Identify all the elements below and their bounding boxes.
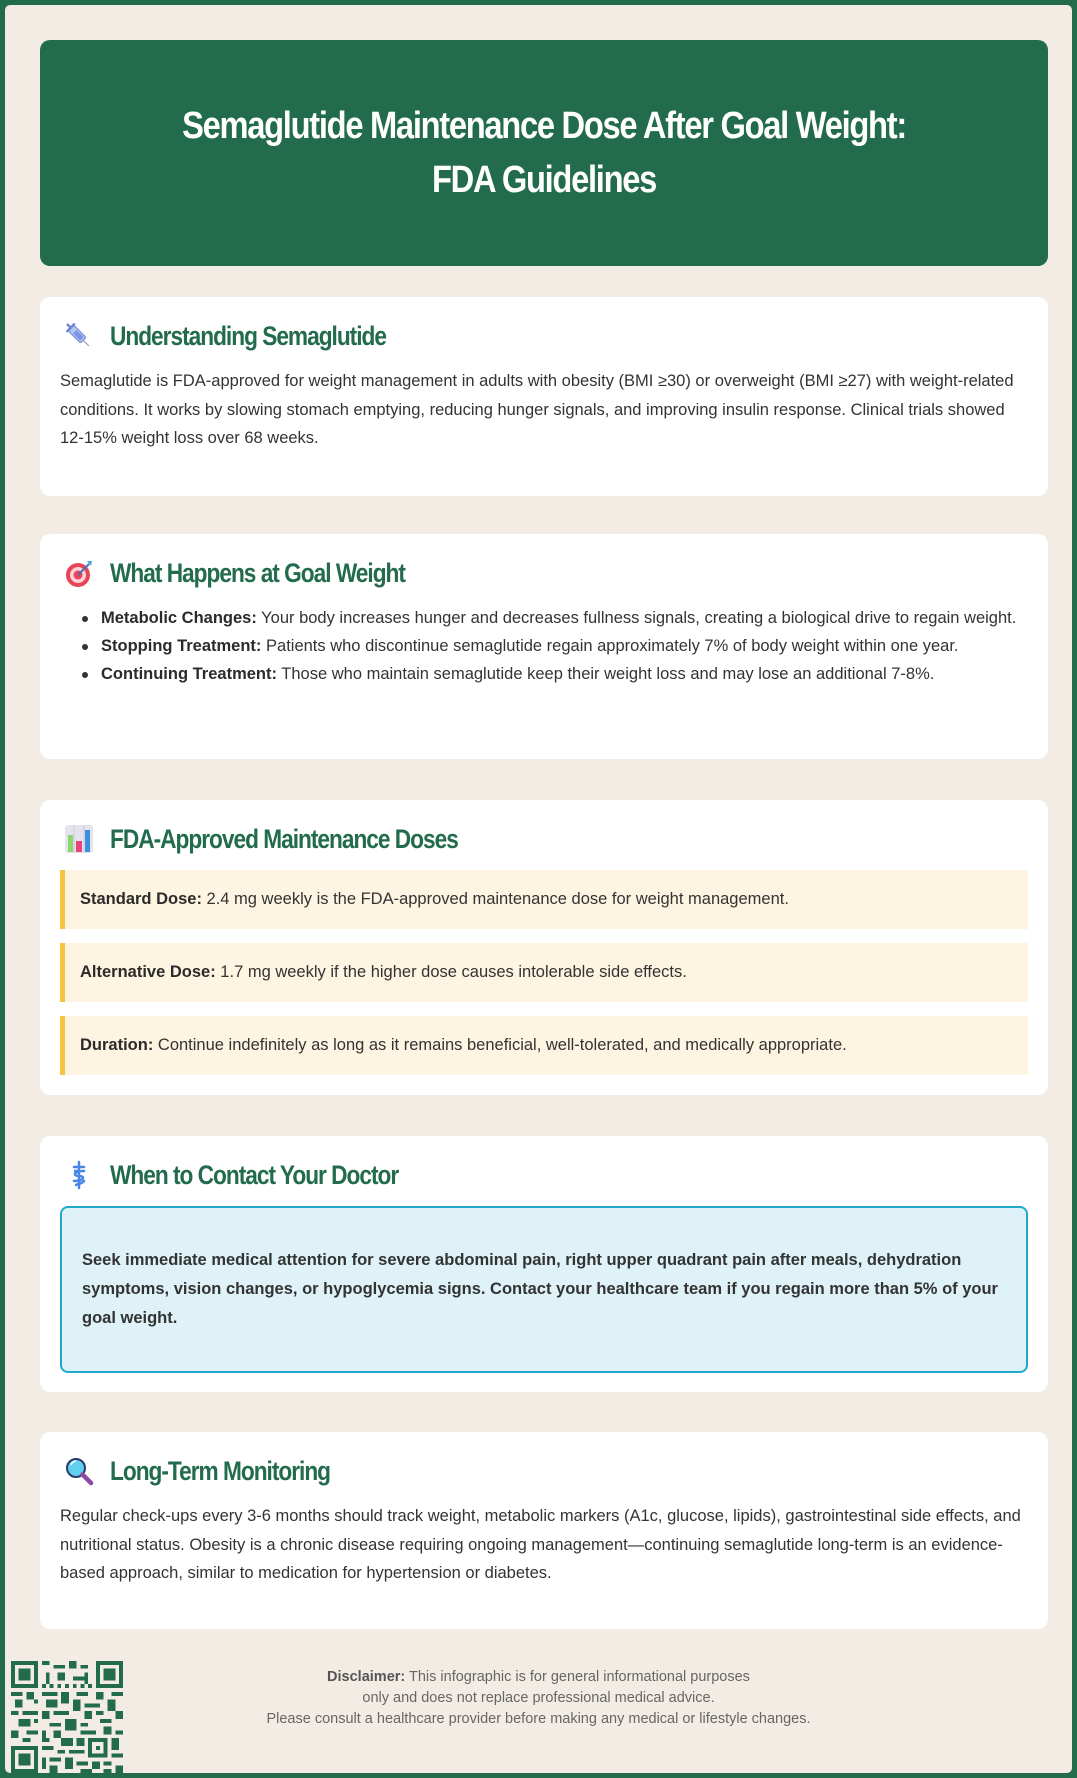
disclaimer: Disclaimer: This infographic is for general informational purposes only and does not replace professional medical advice. Please consult a healthcare provider before making any medical or lifestyle changes. [266,1669,811,1727]
list-item: Stopping Treatment: Patients who discontinue semaglutide regain approximately 7% of body weight within one year. [80,632,1028,660]
section-title: What Happens at Goal Weight [110,557,405,588]
dose-standard: Standard Dose: 2.4 mg weekly is the FDA-approved maintenance dose for weight management. [60,870,1028,929]
dose-alternative: Alternative Dose: 1.7 mg weekly if the higher dose causes intolerable side effects. [60,943,1028,1002]
section-contact-doctor [40,1136,1048,1392]
medical-symbol-icon [62,1158,96,1192]
goal-weight-list [60,604,1028,688]
footer [5,1655,1072,1778]
dose-duration: Duration: Continue indefinitely as long as it remains beneficial, well-tolerated, and medically appropriate. [60,1016,1028,1075]
target-icon [62,556,96,590]
section-title: Understanding Semaglutide [110,320,386,351]
page-title: Semaglutide Maintenance Dose After Goal Weight: FDA Guidelines [182,105,906,201]
syringe-icon [62,319,96,353]
contact-alert-box [60,1206,1028,1373]
section-body: Semaglutide is FDA-approved for weight management in adults with obesity (BMI ≥30) or overweight (BMI ≥27) with weight-related conditions. It works by slowing stomach emptying, reducing hunger signals, and improving insulin response. Clinical trials showed 12-15% weight loss over 68 weeks. [60,372,1014,447]
disclaimer-label: Disclaimer: [327,1669,406,1685]
section-doses [40,800,1048,1095]
header-banner [40,40,1048,266]
section-title: Long-Term Monitoring [110,1455,331,1486]
magnifying-glass-icon [62,1454,96,1488]
section-title: When to Contact Your Doctor [110,1159,399,1190]
list-item: Continuing Treatment: Those who maintain semaglutide keep their weight loss and may lose an additional 7-8%. [80,660,1028,688]
section-monitoring [40,1432,1048,1629]
section-goal-weight [40,534,1048,759]
bar-chart-icon [62,822,96,856]
list-item: Metabolic Changes: Your body increases hunger and decreases fullness signals, creating a biological drive to regain weight. [80,604,1028,632]
section-body: Regular check-ups every 3-6 months should track weight, metabolic markers (A1c, glucose, lipids), gastrointestinal side effects, and nutritional status. Obesity is a chronic disease requiring ongoing management—continuing semaglutide long-term is an evidence-based approach, similar to medication for hypertension or diabetes. [60,1507,1021,1582]
section-understanding [40,297,1048,496]
section-title: FDA-Approved Maintenance Doses [110,823,458,854]
alert-text: Seek immediate medical attention for severe abdominal pain, right upper quadrant pain after meals, dehydration symptoms, vision changes, or hypoglycemia signs. Contact your healthcare team if you regain more than 5% of your goal weight. [82,1251,998,1327]
